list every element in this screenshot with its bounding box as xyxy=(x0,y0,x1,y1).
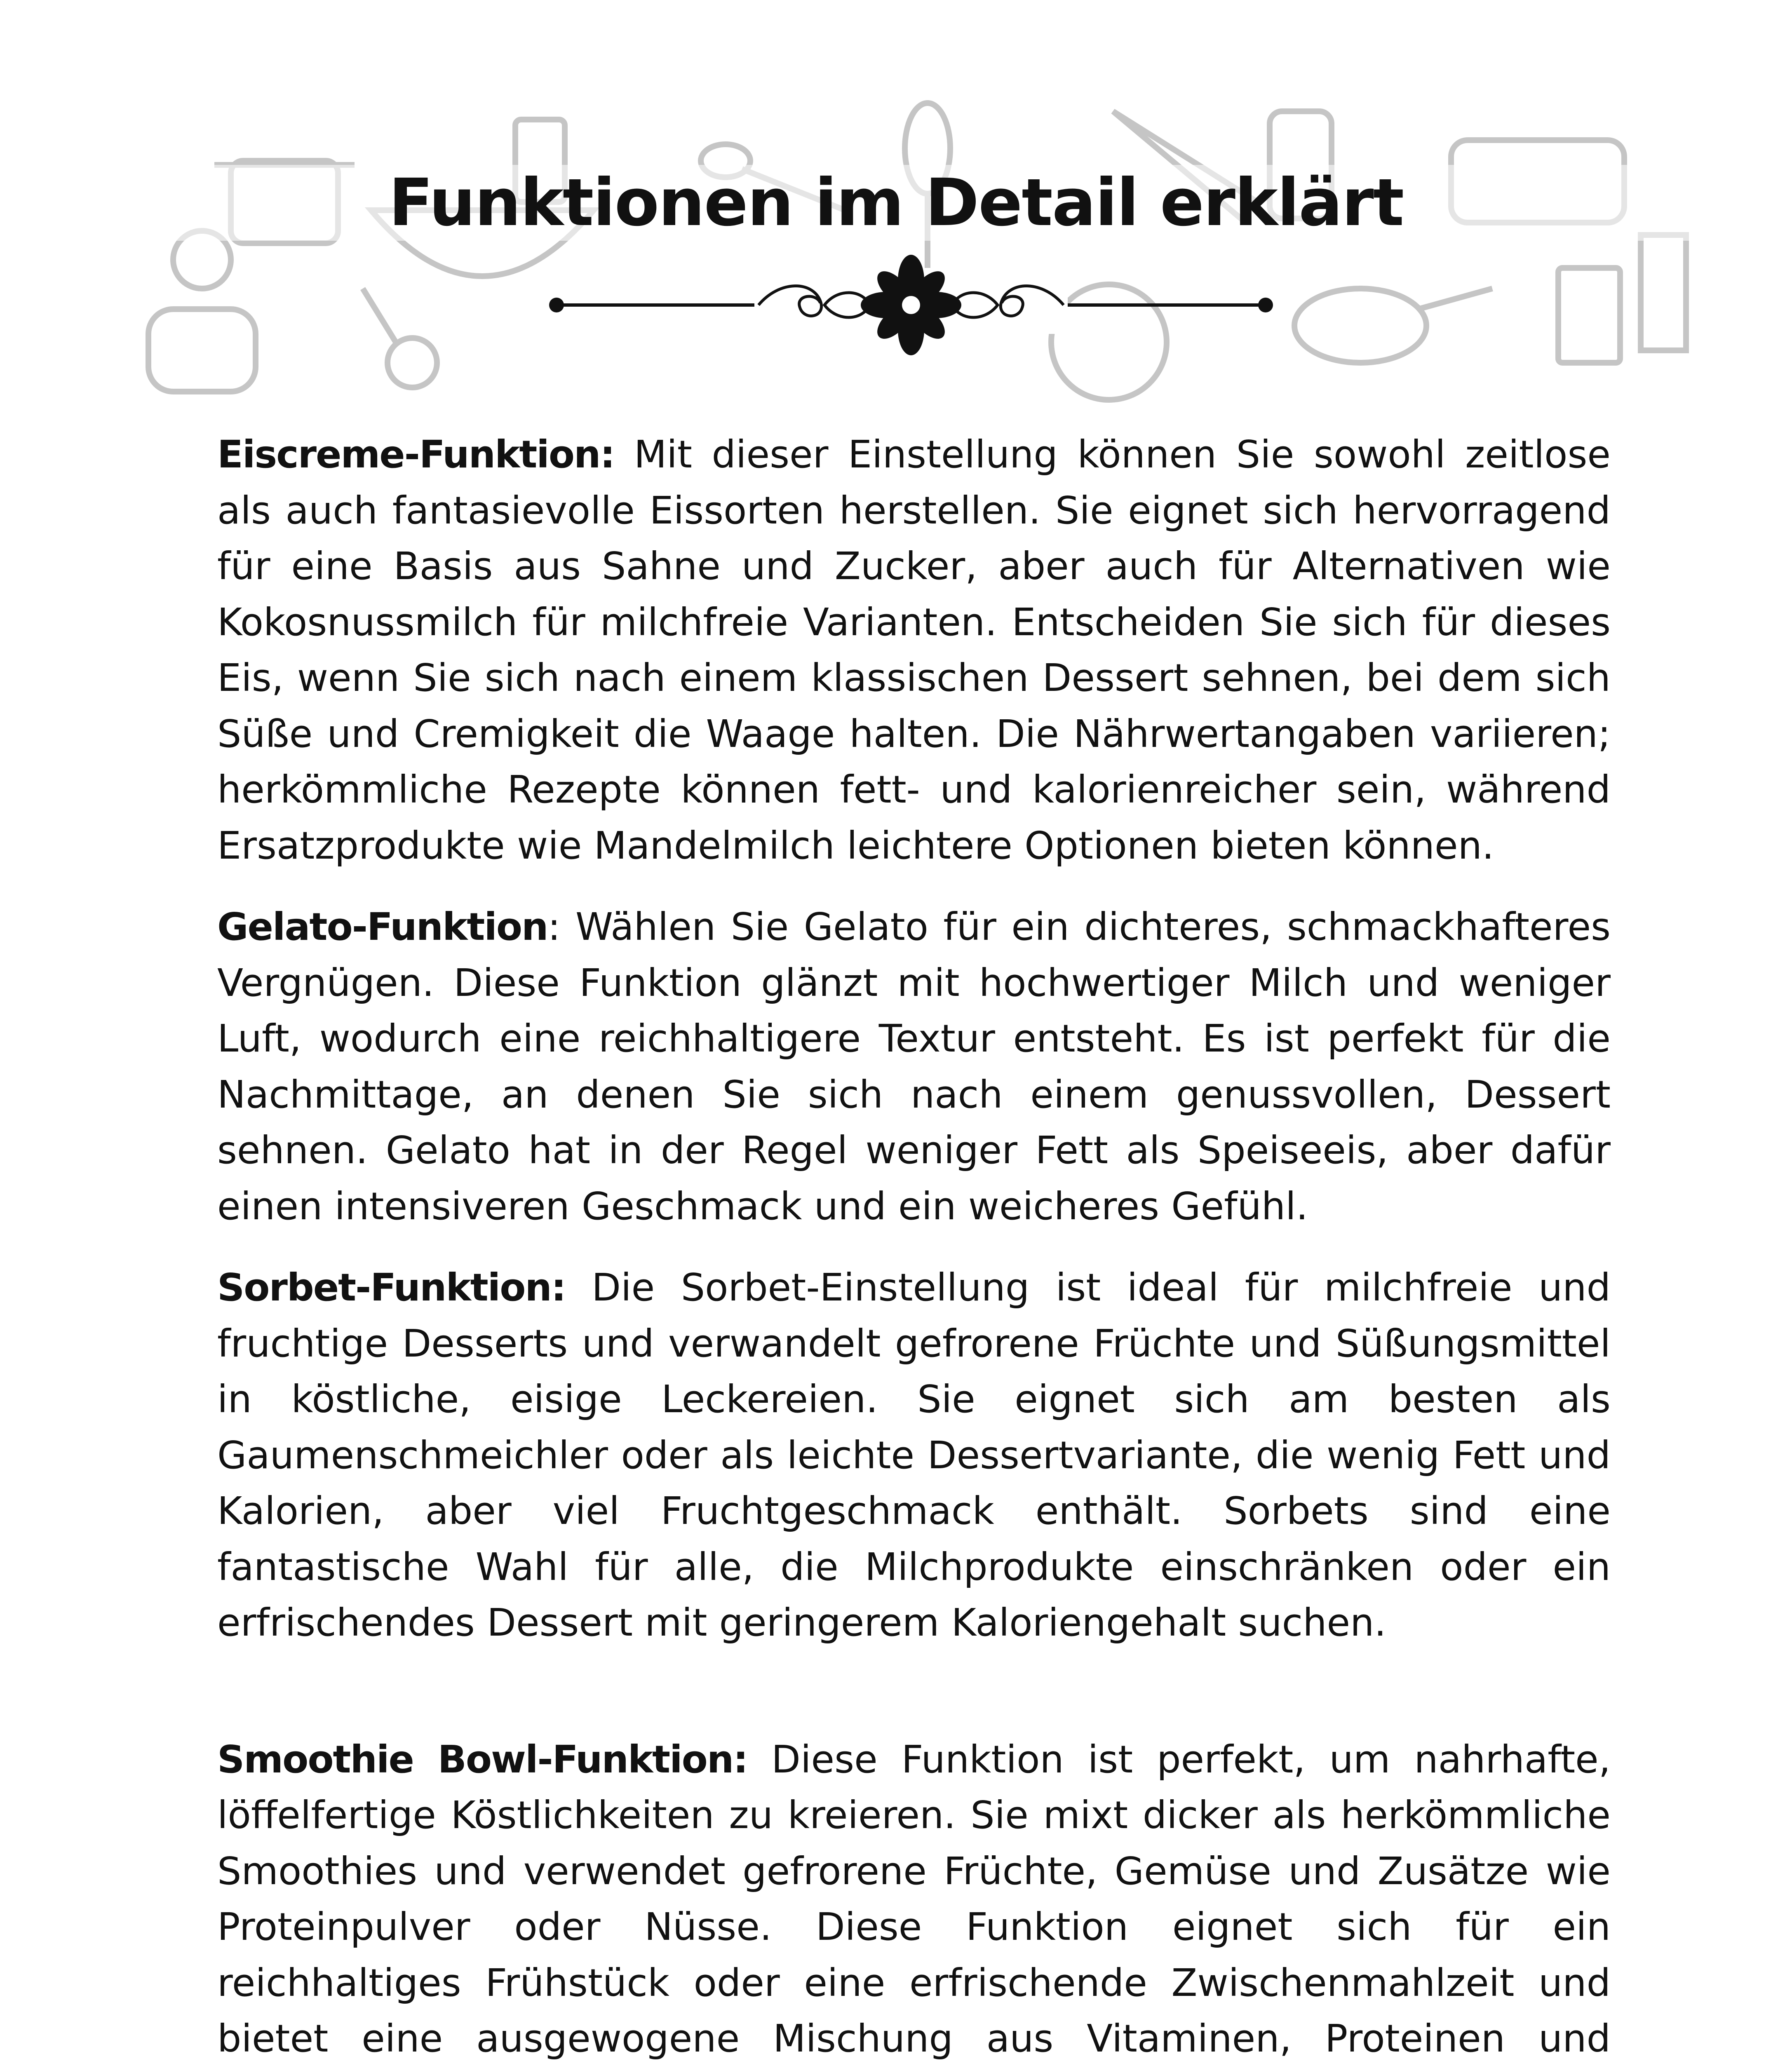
term-smoothie-bowl: Smoothie Bowl-Funktion: xyxy=(217,1737,748,1782)
term-sorbet: Sorbet-Funktion: xyxy=(217,1265,566,1310)
text-sorbet: Die Sorbet-Einstellung ist ideal für milchfreie und fruchtige Desserts und verwandelt gefrorene Früchte und Süßungsmittel in köstliche, eisige Leckereien. Sie eignet sich am besten als Gaumenschmeichler oder als leichte Dessertvariante, die wenig Fett und Kalorien, aber viel Fruchtgeschmack enthält. Sorbets sind eine fantastische Wahl für alle, die Milchprodukte einschränken oder ein erfrischendes Dessert mit geringerem Kaloriengehalt suchen. xyxy=(217,1265,1611,1645)
paragraph-gelato xyxy=(217,899,1611,1234)
function-descriptions xyxy=(217,427,1611,2061)
text-eiscreme: Mit dieser Einstellung können Sie sowohl zeitlose als auch fantasievolle Eissorten herstellen. Sie eignet sich hervorragend für eine Basis aus Sahne und Zucker, aber auch für Alternativen wie Kokosnussmilch für milchfreie Varianten. Entscheiden Sie sich für dieses Eis, wenn Sie sich nach einem klassischen Dessert sehnen, bei dem sich Süße und Cremigkeit die Waage halten. Die Nährwertangaben variieren; herkömmliche Rezepte können fett- und kalorienreicher sein, während Ersatzprodukte wie Mandelmilch leichtere Optionen bieten können. xyxy=(217,432,1611,868)
paragraph-eiscreme xyxy=(217,427,1611,873)
flower-divider-icon xyxy=(548,251,1274,359)
paragraph-smoothie-bowl xyxy=(217,1732,1611,2061)
pan-icon xyxy=(1294,289,1492,363)
scale-icon xyxy=(1558,268,1620,363)
paragraph-sorbet xyxy=(217,1260,1611,1651)
page-title: Funktionen im Detail erklärt xyxy=(0,165,1792,241)
term-gelato: Gelato-Funktion xyxy=(217,905,548,949)
grater-icon xyxy=(1641,235,1686,350)
text-smoothie-bowl: Diese Funktion ist perfekt, um nahrhafte, löffelfertige Köstlichkeiten zu kreieren. Sie mixt dicker als herkömmliche Smoothies und verwendet gefrorene Früchte, Gemüse und Zusätze wie Proteinpulver oder Nüsse. Diese Funktion eignet sich für ein reichhaltiges Frühstück oder eine erfrischende Zwischenmahlzeit und bietet eine ausgewogene Mischung aus Vitaminen, Proteinen und xyxy=(217,1737,1611,2061)
term-eiscreme: Eiscreme-Funktion: xyxy=(217,432,615,477)
text-gelato: : Wählen Sie Gelato für ein dichteres, schmackhafteres Vergnügen. Diese Funktion glänzt mit hochwertiger Milch und weniger Luft, wodurch eine reichhaltigere Textur entsteht. Es ist perfekt für die Nachmittage, an denen Sie sich nach einem genussvollen, Dessert sehnen. Gelato hat in der Regel weniger Fett als Speiseeis, aber dafür einen intensiveren Geschmack und ein weicheres Gefühl. xyxy=(217,905,1611,1228)
pot-icon xyxy=(148,231,256,392)
ladle-icon xyxy=(363,289,437,387)
